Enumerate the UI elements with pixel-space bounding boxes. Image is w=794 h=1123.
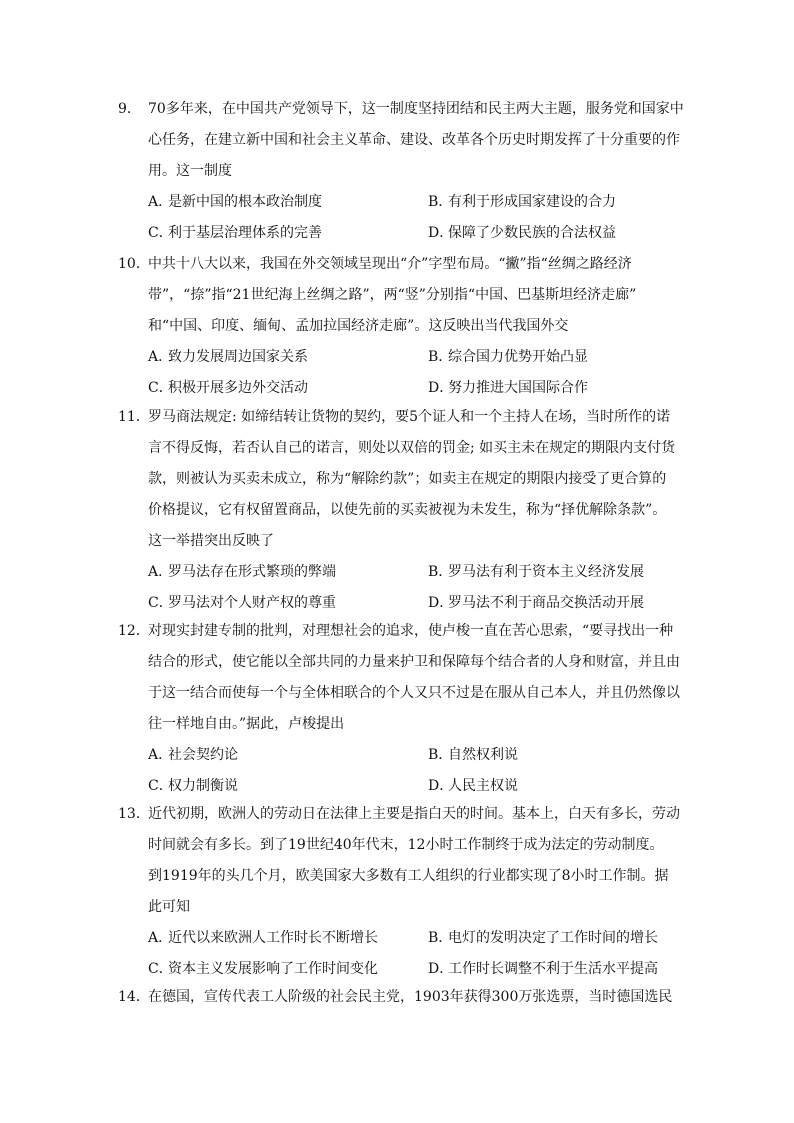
question-13 xyxy=(120,799,680,985)
question-text-line: 于这一结合而使每一个与全体相联合的个人又只不过是在服从自己本人，并且仍然像以 xyxy=(148,685,680,701)
option-row xyxy=(120,342,680,373)
option-b[interactable]: B．综合国力优势开始凸显 xyxy=(428,349,588,365)
question-text-line: 和“中国、印度、缅甸、孟加拉国经济走廊”。这反映出当代我国外交 xyxy=(148,318,569,334)
option-b[interactable]: B．罗马法有利于资本主义经济发展 xyxy=(428,564,644,580)
question-text-line: 这一举措突出反映了 xyxy=(148,533,274,549)
question-text-line: 带”，“捺”指“21世纪海上丝绸之路”，两“竖”分别指“中国、巴基斯坦经济走廊” xyxy=(148,287,637,303)
question-text-line: 到1919年的头几个月，欧美国家大多数有工人组织的行业都实现了8小时工作制。据 xyxy=(148,868,669,884)
option-row xyxy=(120,373,680,404)
option-row xyxy=(120,740,680,771)
option-c[interactable]: C．积极开展多边外交活动 xyxy=(148,380,308,396)
option-d[interactable]: D．罗马法不利于商品交换活动开展 xyxy=(428,595,644,611)
question-number: 12． xyxy=(118,623,150,639)
question-number: 11． xyxy=(118,409,150,425)
question-text-line: 近代初期，欧洲人的劳动日在法律上主要是指白天的时间。基本上，白天有多长，劳动 xyxy=(148,806,680,822)
question-text-line: 罗马商法规定: 如缔结转让货物的契约，要5个证人和一个主持人在场，当时所作的诺 xyxy=(148,409,671,425)
option-c[interactable]: C．权力制衡说 xyxy=(148,778,238,794)
question-number: 9． xyxy=(118,101,141,117)
option-b[interactable]: B．有利于形成国家建设的合力 xyxy=(428,194,616,210)
question-number: 14． xyxy=(118,989,150,1005)
option-d[interactable]: D．工作时长调整不利于生活水平提高 xyxy=(428,961,658,977)
option-a[interactable]: A．社会契约论 xyxy=(148,747,238,763)
question-14 xyxy=(120,982,680,1013)
option-b[interactable]: B．电灯的发明决定了工作时间的增长 xyxy=(428,930,658,946)
option-a[interactable]: A．是新中国的根本政治制度 xyxy=(148,194,322,210)
option-c[interactable]: C．资本主义发展影响了工作时间变化 xyxy=(148,961,378,977)
option-a[interactable]: A．近代以来欧洲人工作时长不断增长 xyxy=(148,930,378,946)
question-text-line: 言不得反悔，若否认自己的诺言，则处以双倍的罚金; 如买主未在规定的期限内支付货 xyxy=(148,440,676,456)
option-row xyxy=(120,218,680,249)
option-row xyxy=(120,954,680,985)
option-c[interactable]: C．利于基层治理体系的完善 xyxy=(148,225,322,241)
option-a[interactable]: A．致力发展周边国家关系 xyxy=(148,349,308,365)
question-12 xyxy=(120,616,680,802)
question-text-line: 款，则被认为买卖未成立，称为“解除约款”；如卖主在规定的期限内接受了更合算的 xyxy=(148,471,667,487)
option-row xyxy=(120,923,680,954)
option-d[interactable]: D．保障了少数民族的合法权益 xyxy=(428,225,616,241)
option-row xyxy=(120,557,680,588)
question-11 xyxy=(120,402,680,619)
option-row xyxy=(120,771,680,802)
question-9 xyxy=(118,94,684,249)
option-b[interactable]: B．自然权利说 xyxy=(428,747,518,763)
question-text-line: 70多年来，在中国共产党领导下，这一制度坚持团结和民主两大主题，服务党和国家中 xyxy=(148,101,684,117)
question-text-line: 在德国，宣传代表工人阶级的社会民主党，1903年获得300万张选票，当时德国选民 xyxy=(148,989,673,1005)
option-row xyxy=(120,187,680,218)
question-text-line: 用。这一制度 xyxy=(148,163,232,179)
question-text-line: 往一样地自由。”据此，卢梭提出 xyxy=(148,716,345,732)
question-text-line: 时间就会有多长。到了19世纪40年代末，12小时工作制终于成为法定的劳动制度。 xyxy=(148,837,664,853)
question-text-line: 对现实封建专制的批判，对理想社会的追求，使卢梭一直在苦心思索，“要寻找出一种 xyxy=(148,623,674,639)
question-number: 13． xyxy=(118,806,150,822)
question-text-line: 中共十八大以来，我国在外交领域呈现出“介”字型布局。“撇”指“丝绸之路经济 xyxy=(148,256,632,272)
question-10 xyxy=(120,249,680,404)
question-text-line: 结合的形式，使它能以全部共同的力量来护卫和保障每个结合者的人身和财富，并且由 xyxy=(148,654,680,670)
option-a[interactable]: A．罗马法存在形式繁琐的弊端 xyxy=(148,564,336,580)
option-c[interactable]: C．罗马法对个人财产权的尊重 xyxy=(148,595,336,611)
option-d[interactable]: D．人民主权说 xyxy=(428,778,518,794)
question-text-line: 价格提议，它有权留置商品，以使先前的买卖被视为未发生，称为“择优解除条款”。 xyxy=(148,502,667,518)
question-text-line: 此可知 xyxy=(148,899,190,915)
question-text-line: 心任务，在建立新中国和社会主义革命、建设、改革各个历史时期发挥了十分重要的作 xyxy=(148,132,680,148)
option-row xyxy=(120,588,680,619)
option-d[interactable]: D．努力推进大国国际合作 xyxy=(428,380,588,396)
question-number: 10． xyxy=(118,256,150,272)
